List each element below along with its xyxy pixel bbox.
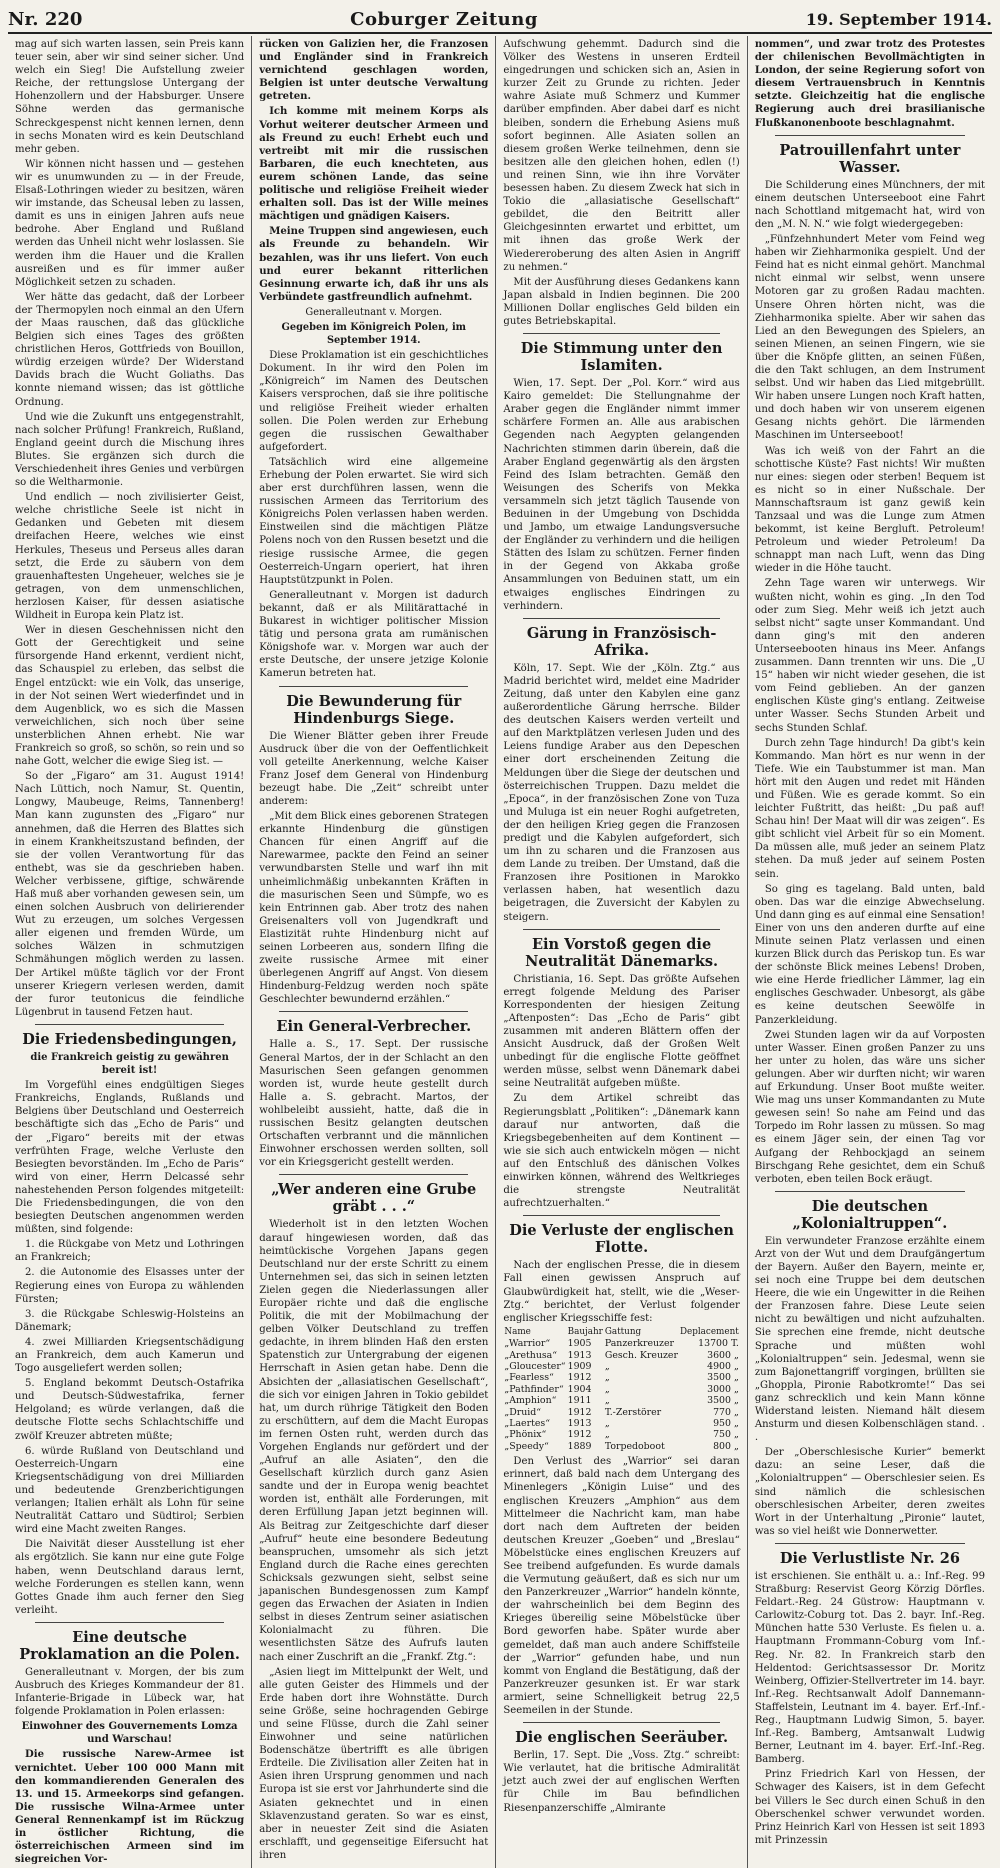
table-cell: „Phönix“ <box>504 1429 547 1441</box>
table-cell: „Amphion“ <box>504 1395 557 1407</box>
paragraph: Zehn Tage waren wir unterwegs. Wir wußten nicht, wohin es ging. „In den Tod oder zum Sieg. Mehr weiß ich jetzt auch selbst nicht“ sagte unser Kommandant. Und dann ging's mit den anderen Unterseebooten hinaus ins Meer. Anfangs zusammen. Dann trennten wir uns. Die „U 15“ haben wir nicht wieder gesehen, die ist vom Feind geblieben. An der ganzen englischen Küste ging's entlang. Zeitweise unter Wasser. Sechs Stunden Arbeit und sechs Stunden Schlaf. <box>754 578 985 734</box>
subheadline: die Frankreich geistig zu gewähren bereit ist! <box>30 1051 229 1077</box>
table-cell: 950 „ <box>713 1418 739 1430</box>
headline-kolonialtruppen: Die deutschen „Kolonialtruppen“. <box>792 1197 948 1232</box>
table-cell: Torpedoboot <box>604 1440 665 1452</box>
divider <box>775 1543 965 1544</box>
paragraph: Zu dem Artikel schreibt das Regierungsblatt „Politiken“: „Dänemark kann darauf nur antworten, daß die Kriegsbegebenheiten auf dem Kontinent — wie sie sich auch entwickeln mögen — nicht auf den Entschluß des dänischen Volkes einwirken können, während des Weltkrieges die strengste Neutralität aufrechtzuerhalten.“ <box>503 1093 740 1210</box>
paragraph: Wiederholt ist in den letzten Wochen darauf hingewiesen worden, daß das heimtückische Vorgehen Japans gegen Deutschland nur der erste Schritt zu einem Unternehmen sei, das sich in seinen letzten Zielen gegen die Niederlassungen aller Europäer richte und daß die englische Politik, die mit der Mobilmachung der gelben Völker Deutschland zu treffen gedachte, in ihrem blinden Haß den ersten Spatenstich zur Untergrabung der eigenen Herrschaft in Asien getan habe. Denn die Absichten der „allasiatischen Gesellschaft“, die sich vor einigen Jahren in Tokio gebildet hat, um durch rührige Tätigkeit den Boden zu erschüttern, auf dem die Macht Europas im fernen Osten ruht, werden durch das Vorgehen Englands nur gefördert und der „Aufruf an alle Asiaten“, den die Gesellschaft kürzlich durch ganz Asien sandte und der in Europa wenig beachtet worden ist, enthält alle Forderungen, mit deren Erfüllung Japan jetzt beginnen will. Als Beitrag zur Zeitgeschichte darf dieser „Aufruf“ heute eine besondere Bedeutung beanspruchen, umsomehr als sich jetzt England durch die Rache eines gerechten Schicksals gezwungen sieht, selbst seine japanischen Bundesgenossen zum Kampf gegen das Erwachen der Asiaten in Indien selbst in dieses Zentrum seiner asiatischen Kolonialmacht zu führen. Die wesentlichsten Sätze des Aufrufs lauten nach einer Zuschrift an die „Frankf. Ztg.“: <box>259 1219 489 1663</box>
paragraph: Ein verwundeter Franzose erzählte einem Arzt von der Wut und dem Draufgängertum der Bayern. Außer den Bayern, meinte er, sei noch eine Truppe bei dem deutschen Heere, die wie ein Ungewitter in die Reihen der Franzosen fahre. Diese Leute seien nicht zu bewältigen und nicht aufzuhalten. Sie sprechen eine fremde, nicht deutsche Sprache und müßten wohl „Kolonialtruppen“ sein. Jedesmal, wenn sie zum Bajonettangriff vorgingen, brüllten sie „Ghoppla, Pironie Rabotkromte!“ Das sei ganz schrecklich und kein Mann könne Widerstand leisten. Niemand hält diesem Ansturm und diesen Kolbenschlägen stand. . . <box>754 1235 985 1444</box>
dateline: Gegeben im Königreich Polen, im September 1914. <box>281 321 467 347</box>
table-row <box>503 1338 739 1349</box>
headline-general-verbrecher: Ein General-Verbrecher. <box>276 1018 472 1036</box>
headline-gaerung: Gärung in Französisch-Afrika. <box>526 624 717 659</box>
table-cell: 3500 „ <box>707 1395 739 1407</box>
issue-number: Nr. 220 <box>8 8 83 30</box>
table-row <box>503 1407 739 1418</box>
divider <box>523 1215 719 1216</box>
table-cell: Gesch. Kreuzer <box>604 1349 678 1361</box>
divider <box>279 1011 468 1012</box>
table-cell: „ <box>604 1395 610 1407</box>
table-cell: „ <box>604 1361 610 1372</box>
paragraph: Wir können nicht hassen und — gestehen wir es unumwunden zu — in der Freude, Elsaß-Lothringen wieder zu besitzen, wären wir imstande, das Scheusal leben zu lassen, damit es uns in einigen Jahren aufs neue bedrohe. Aber England und Rußland werden das Unheil nicht wehr loslassen. Sie werden ihm die Hauer und die Krallen ausreißen und es für immer außer Möglichkeit setzen zu schaden. <box>15 158 245 288</box>
table-cell: 3500 „ <box>707 1372 739 1384</box>
divider <box>523 1722 719 1723</box>
column-header: Baujahr <box>567 1326 603 1337</box>
headline-daenemark: Ein Vorstoß gegen die Neutralität Dänemarks. <box>525 935 719 970</box>
table-cell: 1913 <box>567 1418 592 1430</box>
signature: Generalleutnant v. Morgen. <box>305 306 443 318</box>
paragraph: Den Verlust des „Warrior“ sei daran erinnert, daß bald nach dem Untergang des Minenlegers „Königin Luise“ und des englischen Kreuzers „Amphion“ aus dem Mittelmeer die Nachricht kam, man habe dort nach dem Auftreten der beiden deutschen Kreuzer „Goeben“ und „Breslau“ Möbelstücke eines englischen Kreuzers auf See treibend aufgefunden. Es wurde damals die Vermutung geäußert, daß es sich nur um den Panzerkreuzer „Warrior“ handeln könnte, der wahrscheinlich bei dem Beginn des Krieges übereilig seine Möbelstücke über Bord geworfen habe. Später wurde aber gemeldet, daß man auch andere Schiffsteile der „Warrior“ gefunden habe, und nun kommt von England die Bestätigung, daß der Panzerkreuzer gesunken ist. Er war stark armiert, seine Schnelligkeit betrug 22,5 Seemeilen in der Stunde. <box>503 1456 740 1717</box>
divider <box>523 929 719 930</box>
list-item: 6. würde Rußland von Deutschland und Oesterreich-Ungarn eine Kriegsentschädigung von drei Milliarden und bedeutende Grenzberichtigungen verlangen; Italien erhält als Lohn für seine Neutralität Cattaro und Südtirol; Serbien wird eine Macht zweiten Ranges. <box>15 1445 245 1536</box>
paragraph: Und wie die Zukunft uns entgegenstrahlt, nach solcher Prüfung! Frankreich, Rußland, England geeint durch die Mischung ihres Blutes. Sie ergänzen sich durch die Verschiedenheit ihres Genies und verbürgen so die Weltharmonie. <box>15 411 245 489</box>
headline-verlustliste: Die Verlustliste Nr. 26 <box>779 1549 960 1567</box>
masthead <box>8 6 992 34</box>
headline-friedensbedingungen: Die Friedensbedingungen, <box>22 1030 237 1048</box>
table-cell: Panzerkreuzer <box>604 1338 675 1350</box>
divider <box>279 686 468 687</box>
column-header: Deplacement <box>679 1326 739 1337</box>
table-cell: „Laertes“ <box>504 1418 550 1430</box>
divider <box>279 1174 468 1175</box>
table-cell: „Fearless“ <box>504 1372 554 1384</box>
paragraph: „Fünfzehnhundert Meter vom Feind weg haben wir Ziehharmonika gespielt. Und der Feind hat es nicht einmal gehört. Manchmal nicht einmal wir selbst, wenn unsere Motoren gar zu großen Radau machten. Unsere Ohren hörten nicht, was die Ziehharmonika spielte. Aber wir sahen das Lied an den Bewegungen des Spielers, an seinen Mienen, an seinen Fingern, wie sie über die Knöpfe glitten, an seinen Füßen, die den Takt schlugen, an dem Instrument selbst. Und wir haben das Lied mitgebrüllt. Wir haben unsere Lungen noch Kraft hatten, und doch haben wir von unserem eigenen Gesang nichts gehört. Die lärmenden Maschinen im Unterseeboot! <box>754 234 985 442</box>
divider <box>523 618 719 619</box>
paragraph: Wer in diesen Geschehnissen nicht den Gott der Gerechtigkeit und seine fürsorgende Hand erkennt, verdient nicht, das Schauspiel zu erleben, das selbst die Engel entzückt: wie ein Volk, das unserige, in der Not seinen Wert wiederfindet und in dem Augenblick, wo es sich die Massen verweichlichen, sich noch über seine unsterblichen Ahnen erhebt. Nie war Frankreich so groß, so schön, so rein und so nahe Gott, welcher die ewige Sieg ist. — <box>15 625 245 768</box>
column-header: Gattung <box>604 1326 642 1337</box>
newspaper-title: Coburger Zeitung <box>350 8 538 30</box>
list-item: 1. die Rückgabe von Metz und Lothringen an Frankreich; <box>15 1239 245 1264</box>
paragraph: „Mit dem Blick eines geborenen Strategen erkannte Hindenburg die günstigen Chancen für einen Angriff auf die Narewarmee, packte den Feind an seiner verwundbarsten Stelle und warf ihn mit unheimlichmäßig unbekannten Kräften in die masurischen Seen und Sümpfe, wo es kein Entrinnen gab. Aber trotz des nahen Greisenalters voll von Jugendkraft und Elastizität ruhte Hindenburg nicht auf seinen Lorbeeren aus, sondern Ilfing die zweite russische Armee mit einer überlegenen Angriff auf Angst. Von diesem Hindenburg-Feldzug werden noch späte Geschlechter bewundernd erzählen.“ <box>259 811 489 1006</box>
table-cell: „ <box>604 1429 610 1441</box>
table-row <box>503 1441 739 1452</box>
paragraph: Generalleutnant v. Morgen, der bis zum Ausbruch des Krieges Kommandeur der 81. Infanterie-Brigade in Lübeck war, hat folgende Proklamation in Polen erlassen: <box>15 1666 245 1718</box>
list-item: 4. zwei Milliarden Kriegsentschädigung an Frankreich, dem auch Kamerun und Togo ausgeliefert werden sollen; <box>15 1336 245 1375</box>
paragraph: rücken von Galizien her, die Franzosen und Engländer sind in Frankreich vernichtend geschlagen worden, Belgien ist unter deutsche Verwaltung getreten. <box>259 39 489 103</box>
divider <box>523 333 719 334</box>
paragraph: nommen“, und zwar trotz des Protestes der chilenischen Bevollmächtigten in London, der seine Regierung sofort von diesem Vertrauensbruch in Kenntnis setzte. Gleichzeitig hat die englische Regierung auch drei brasilianische Flußkanonenboote beschlagnahmt. <box>754 39 985 129</box>
list-item: 5. England bekommt Deutsch-Ostafrika und Deutsch-Südwestafrika, ferner Helgoland; es würde verlangen, daß die deutsche Flotte sechs Schlachtschiffe und zwölf Kreuzer abtreten müßte; <box>15 1378 245 1442</box>
table-cell: „ <box>604 1383 610 1395</box>
paragraph: Durch zehn Tage hindurch! Da gibt's kein Kommando. Man hört es nur wenn in der Tiefe. Wie ein Taubstummer ist man. Man hört mit den Augen und redet mit Händen und Füßen. Wie es gerade kommt. So ein leichter Fußtritt, das heißt: „Du paß auf! Schau hin! Der Maat will dir was zeigen“. Es gibt schlicht viel Arbeit für so ein Moment. Da müssen alle, muß jeder an seinem Platz stehen. Da muß jeder auf seinem Posten sein. <box>754 737 985 880</box>
fleet-table-body <box>503 1338 739 1452</box>
paragraph: mag auf sich warten lassen, sein Preis kann teuer sein, aber wir sind seiner sicher. Und welch ein Sieg! Die Aufstellung zweier Reiche, der rettungslose Untergang der Hohenzollern und der Habsburger. Unsere Söhne werden das germanische Schreckgespenst nicht kennen lernen, denn in sechs Monaten wird es kein Deutschland mehr geben. <box>15 39 245 155</box>
table-cell: 800 „ <box>713 1440 739 1452</box>
table-row <box>503 1384 739 1395</box>
paragraph: Was ich weiß von der Fahrt an die schottische Küste? Fast nichts! Wir mußten nur eines: siegen oder sterben! Bequem ist es nicht so in einer Nußschale. Der Mannschaftsraum ist ganz gewiß kein Tanzsaal und was die Lunge zum Atmen bekommt, ist keine Bergluft. Petroleum! Petroleum und wieder Petroleum! Da schnappt man nach Luft, wenn das Ding wieder in die Höhe taucht. <box>754 445 985 575</box>
column-1 <box>8 36 252 1868</box>
headline-proklamation: Eine deutsche Proklamation an die Polen. <box>19 1628 240 1663</box>
table-row <box>503 1350 739 1361</box>
headline-flotte: Die Verluste der englischen Flotte. <box>509 1222 734 1257</box>
paragraph: So der „Figaro“ am 31. August 1914! Nach Lüttich, noch Namur, St. Quentin, Longwy, Maubeuge, Reims, Tannenberg! Man kann zugunsten des „Figaro“ nur annehmen, daß die Herren des Blattes sich in einem Krankheitszustand befinden, der sie der vollen Verantwortung für das enthebt, was sie da geschrieben haben. Welcher verbissene, giftige, schwärende Haß muß aber vorhanden gewesen sein, um einen solchen Ausbruch von delirierender Wut zu erzeugen, um solches Vergessen aller eigenen und fremden Würde, um solches Wälzen in schmutzigen Schmähungen möglich werden zu lassen. Der Artikel müßte täglich vor der Front unserer Kriegern verlesen werden, damit der furor teutonicus die feindliche Lügenbrut in tausend Fetzen haut. <box>15 771 245 1018</box>
paragraph: Ich komme mit meinem Korps als Vorhut weiterer deutscher Armeen und als Freund zu euch! Erhebt euch und vertreibt mit mir die russischen Barbaren, die euch knechteten, aus eurem schönen Lande, das seine politische und religiöse Freiheit wieder erhalten soll. Das ist der Wille meines mächtigen und gnädigen Kaisers. <box>259 106 489 223</box>
headline-islamiten: Die Stimmung unter den Islamiten. <box>520 340 723 375</box>
table-cell: 1909 <box>567 1361 592 1372</box>
paragraph: Und endlich — noch zivilisierter Geist, welche christliche Seele ist nicht in Gedanken und Gebeten mit diesem dreifachen Heere, welches wie einst Herkules, Theseus und Perseus alles daran setzt, die Erde zu säubern von dem grauenhaftesten Ungeheuer, welches sie je getragen, von dem unmenschlichen, herzlosen Kaiser, für dessen asiatische Wildheit in Europa kein Platz ist. <box>15 492 245 622</box>
fleet-table <box>503 1327 739 1452</box>
table-cell: „Speedy“ <box>504 1440 549 1452</box>
paragraph: Prinz Friedrich Karl von Hessen, der Schwager des Kaisers, ist in dem Gefecht bei Villers le Sec durch einen Schuß in den Oberschenkel schwer verwundet worden. Prinz Heinrich Karl von Hessen ist seit 1893 mit Prinzessin <box>754 1769 985 1846</box>
paragraph: Im Vorgefühl eines endgültigen Sieges Frankreichs, Englands, Rußlands und Belgiens über Deutschland und Oesterreich beschäftigte sich das „Echo de Paris“ und der „Figaro“ bereits mit der etwas verfrühten Frage, welche Verluste den Besiegten bevorständen. Im „Echo de Paris“ wird von einer, Herrn Delcassé sehr nahestehenden Person folgendes mitgeteilt: Die Friedensbedingungen, die von den besiegten Deutschen angenommen werden müßten, sind folgende: <box>15 1080 245 1236</box>
paragraph: Wien, 17. Sept. Der „Pol. Korr.“ wird aus Kairo gemeldet: Die Stellungnahme der Araber gegen die Engländer nimmt immer schärfere Formen an. Alle aus arabischen Gegenden nach Aegypten gelangenden Nachrichten stimmen darin überein, daß die Araber England gegenwärtig als den ärgsten Feind des Islam betrachten. Gemäß den Weisungen des Scherifs von Mekka versammeln sich jetzt täglich Tausende von Beduinen in der Umgebung von Dschidda und Jambo, um etwaige Landungsversuche der Engländer zu verhindern und die heiligen Stätten des Islam zu schützen. Ferner finden in der Gegend von Akkaba große Ansammlungen von Beduinen statt, um ein etwaiges englisches Eindringen zu verhindern. <box>503 378 740 612</box>
table-header-row <box>503 1327 739 1338</box>
paragraph: „Asien liegt im Mittelpunkt der Welt, und alle guten Geister des Himmels und der Erde haben dort ihre Wohnstätte. Durch seine Größe, seine hochragenden Gebirge und seine Flüsse, durch die Zahl seiner Einwohner und seine natürlichen Bodenschätze übertrifft es alle übrigen Erdteile. Die Zivilisation aller Zeiten hat in Asien ihren Ursprung genommen und nach Europa ist sie erst vor Jahrhunderte sind die Asiaten geknechtet und in einen Sklavenzustand geraten. So war es einst, aber in neuester Zeit sind die Asiaten erschlafft, und gegenseitige Eifersucht hat ihren <box>259 1666 489 1861</box>
column-header: Name <box>504 1326 531 1337</box>
table-row <box>503 1372 739 1383</box>
table-cell: 1904 <box>567 1383 592 1395</box>
table-cell: „ <box>604 1372 610 1384</box>
table-cell: 770 „ <box>713 1406 739 1418</box>
table-cell: 1913 <box>567 1349 592 1361</box>
paragraph: Mit der Ausführung dieses Gedankens kann Japan alsbald in Indien beginnen. Die 200 Millionen Dollar englisches Geld bilden ein gutes Betriebskapital. <box>503 276 740 327</box>
paragraph: So ging es tagelang. Bald unten, bald oben. Das war die einzige Abwechselung. Und dann ging es auf einmal eine Sensation! Einer von uns den anderen durfte auf eine Minute seinen Platz verlassen und einen kurzen Blick durch das Periskop tun. Es war der schönste Blick meines Lebens! Droben, wie eine Herde friedlicher Lämmer, lag ein englisches Geschwader. Unbesorgt, als gäbe es keine deutschen Seewölfe in Panzerkleidung. <box>754 883 985 1026</box>
headline-patrouillenfahrt: Patrouillenfahrt unter Wasser. <box>779 141 961 176</box>
table-cell: 1911 <box>567 1395 592 1407</box>
headline-seeraeuber: Die englischen Seeräuber. <box>515 1729 729 1747</box>
table-cell: 13700 T. <box>698 1338 739 1350</box>
divider <box>35 1024 224 1025</box>
paragraph: Berlin, 17. Sept. Die „Voss. Ztg.“ schreibt: Wie verlautet, hat die britische Admiralität jetzt auch zwei der auf englischen Werften für Chile im Bau befindlichen Riesenpanzerschiffe „Almirante <box>503 1750 740 1814</box>
paragraph: Diese Proklamation ist ein geschichtliches Dokument. In ihr wird den Polen im „Königreich“ im Namen des Deutschen Kaisers versprochen, daß sie ihre politische und religiöse Freiheit wieder erhalten sollen. Die Polen werden zur Erhebung gegen die russischen Gewalthaber aufgefordert. <box>259 350 489 453</box>
table-cell: „Pathfinder“ <box>504 1383 564 1395</box>
table-cell: 1905 <box>567 1338 592 1350</box>
table-cell: „Gloucester“ <box>504 1361 566 1372</box>
table-cell: 1889 <box>567 1440 592 1452</box>
table-cell: 1912 <box>567 1372 592 1384</box>
divider <box>775 1191 965 1192</box>
table-row <box>503 1429 739 1440</box>
table-cell: 1912 <box>567 1429 592 1441</box>
table-cell: „Arethusa“ <box>504 1349 558 1361</box>
paragraph: Meine Truppen sind angewiesen, euch als Freunde zu behandeln. Wir bezahlen, was ihr uns liefert. Von euch und eurer bekannt ritterlichen Gesinnung erwarte ich, daß ihr uns als Verbündete gastfreundlich aufnehmt. <box>259 226 489 303</box>
table-cell: 1912 <box>567 1406 592 1418</box>
table-cell: 4900 „ <box>707 1361 739 1372</box>
paragraph: Die russische Narew-Armee ist vernichtet. Ueber 100 000 Mann mit den kommandierenden Generalen des 13. und 15. Armeekorps sind gefangen. Die russische Wilna-Armee unter General Rennenkampf ist im Rückzug in östlicher Richtung, die österreichischen Armeen sind im siegreichen Vor- <box>15 1749 245 1866</box>
column-2 <box>252 36 496 1868</box>
table-cell: 750 „ <box>713 1429 739 1441</box>
paragraph: Christiania, 16. Sept. Das größte Aufsehen erregt folgende Meldung des Pariser Korrespondenten der hiesigen Zeitung „Aftenposten“: Das „Echo de Paris“ gibt zusammen mit anderen Blättern offen der Ansicht Ausdruck, daß der Großen Welt unbedingt für die englische Flotte geöffnet werden müsse, selbst wenn Dänemark dabei seine Neutralität aufgeben müßte. <box>503 973 740 1090</box>
table-row <box>503 1361 739 1372</box>
headline-grube: „Wer anderen eine Grube gräbt . . .“ <box>271 1181 477 1216</box>
paragraph: Wer hätte das gedacht, daß der Lorbeer der Thermopylen noch einmal an den Ufern der Maas rauschen, daß das glückliche Belgien sich eines Tages des größten christlichen Heros, Gottfrieds von Bouillon, würdig erzeigen würde? Der Widerstand Davids brach die Wucht Goliaths. Das konnte niemand wissen; das ist göttliche Ordnung. <box>15 291 245 408</box>
table-row <box>503 1395 739 1406</box>
issue-date: 19. September 1914. <box>805 9 992 29</box>
paragraph: Einwohner des Gouvernements Lomza und Warschau! <box>21 1721 238 1746</box>
column-3 <box>496 36 747 1868</box>
paragraph: Zwei Stunden lagen wir da auf Vorposten unter Wasser. Einen großen Panzer zu uns her unter zu holen, das wäre uns sicher gelungen. Aber wir durften nicht; wir waren auf Erkundung. Unser Boot mußte weiter. Wie mag uns unser Kommandanten zu Mute gewesen sein! So nahe am Feind und das Torpedo im Rohr lassen zu müssen. So mag es einem Jäger sein, der einen Tag vor Aufgang der Rehbockjagd an seinem Birschgang Rehe gesichtet, dem ein Schuß verboten, eben teilen Bock eräugt. <box>754 1029 985 1185</box>
headline-hindenburg: Die Bewunderung für Hindenburgs Siege. <box>286 692 462 727</box>
table-cell: „Druid“ <box>504 1406 542 1418</box>
paragraph: ist erschienen. Sie enthält u. a.: Inf.-Reg. 99 Straßburg: Reservist Georg Körzig Dörfles. Feldart.-Reg. 24 Güstrow: Hauptmann v. Carlowitz-Coburg tot. Das 2. bayr. Inf.-Reg. München hatte 530 Verluste. Es fielen u. a. Hauptmann Frommann-Coburg vom Inf.-Reg. Nr. 82. In Frankreich starb den Heldentod: Gerichtsassessor Dr. Moritz Weinberg, Offizier-Stellvertreter im 14. bayr. Inf.-Reg. Rechtsanwalt Adolf Dannemann-Staffelstein, Leutnant im 4. bayer. Erf.-Inf.-Reg., Hauptmann Ludwig Simon, 5. bayer. Inf.-Reg. Bamberg, Amtsanwalt Ludwig Berner, Leutnant im 4. bayer. Erf.-Inf.-Reg. Bamberg. <box>754 1570 985 1766</box>
table-cell: „Warrior“ <box>504 1338 551 1350</box>
list-item: 3. die Rückgabe Schleswig-Holsteins an Dänemark; <box>15 1308 245 1333</box>
table-cell: 3600 „ <box>707 1349 739 1361</box>
columns <box>8 36 992 1866</box>
paragraph: Tatsächlich wird eine allgemeine Erhebung der Polen erwartet. Sie wird sich aber erst durchführen lassen, wenn die russischen Armeen das Territorium des Königreichs Polen verlassen haben werden. Einstweilen sind die mächtigen Plätze Polens noch von den Russen besetzt und die riesige russische Armee, die gegen Oesterreich-Ungarn operiert, hat ihren Hauptstützpunkt in Polen. <box>259 456 489 586</box>
divider <box>35 1622 224 1623</box>
table-cell: 3000 „ <box>707 1383 739 1395</box>
paragraph: Die Schilderung eines Münchners, der mit einem deutschen Unterseeboot eine Fahrt nach Schottland mitgemacht hat, wird von den „M. N. N.“ wie folgt wiedergegeben: <box>754 179 985 230</box>
paragraph: Köln, 17. Sept. Wie der „Köln. Ztg.“ aus Madrid berichtet wird, meldet eine Madrider Zeitung, daß unter den Kabylen eine ganz außerordentliche Gärung herrsche. Bilder des deutschen Kaisers werden verteilt und auf den Marktplätzen verlesen Juden und des Leiens fundige Araber aus den Depeschen einer dort erscheinenden Zeitung die Meldungen über die Siege der deutschen und österreichischen Truppen. Dazu meldet die „Epoca“, in der französischen Zone von Tuza und Muluga ist ein neuer Roghi aufgetreten, der den heiligen Krieg gegen die Franzosen predigt und die Kabylen aufgefordert, sich um ihn zu scharen und die Franzosen aus dem Lande zu treiben. Der Umstand, daß die Franzosen ihre Positionen in Marokko verlassen haben, hat wesentlich dazu beigetragen, die Zuversicht der Kabylen zu steigern. <box>503 662 740 923</box>
paragraph: Der „Oberschlesische Kurier“ bemerkt dazu: an seine Leser, daß die „Kolonialtruppen“ — Oberschlesier seien. Es sind nämlich die schlesischen oberschlesischen Arbeiter, deren zweites Wort in der Unterhaltung „Pironie“ lautet, was so viel heißt wie Donnerwetter. <box>754 1447 985 1537</box>
table-row <box>503 1418 739 1429</box>
table-cell: „ <box>604 1418 610 1430</box>
divider <box>775 135 965 136</box>
paragraph: Nach der englischen Presse, die in diesem Fall einen gewissen Anspruch auf Glaubwürdigkeit hat, stellt, wie die „Weser-Ztg.“ berichtet, der Verlust folgender englischer Kriegsschiffe fest: <box>503 1260 740 1324</box>
paragraph: Die Wiener Blätter geben ihrer Freude Ausdruck über die von der Oeffentlichkeit voll geteilte Anerkennung, welche Kaiser Franz Josef dem General von Hindenburg bezeugt habe. Die „Zeit“ schreibt unter anderem: <box>259 730 489 807</box>
paragraph: Halle a. S., 17. Sept. Der russische General Martos, der in der Schlacht an den Masurischen Seen gefangen genommen worden ist, wurde heute gestellt durch Halle a. S. gebracht. Martos, der wohlbeleibt aussieht, hatte, daß die in russischen Besitz gelangten deutschen Ortschaften verbrannt und die männlichen Einwohner erschossen werden sollten, soll vor ein Kriegsgericht gestellt werden. <box>259 1039 489 1169</box>
paragraph: Die Naivität dieser Ausstellung ist eher als ergötzlich. Sie kann nur eine gute Folge haben, wenn Deutschland daraus lernt, welche Forderungen es stellen kann, wenn Gottes Gnade ihm auch ferner den Sieg verleiht. <box>15 1539 245 1616</box>
list-item: 2. die Autonomie des Elsasses unter der Regierung eines von Europa zu wählenden Fürsten; <box>15 1267 245 1305</box>
paragraph: Aufschwung gehemmt. Dadurch sind die Völker des Westens in unseren Erdteil eingedrungen und schicken sich an, Asien in kurzer Zeit zu Grunde zu richten. Jeder wahre Asiate muß Schmerz und Kummer darüber empfinden. Aber dabei darf es nicht bleiben, sondern die Erhebung Asiens muß sofort beginnen. Alle Asiaten sollen an diesem großen Werke teilnehmen, denn sie besitzen alle den gleichen hohen, edlen (!) und reinen Sinn, wie ihn ihre Vorväter besessen haben. Zu diesem Zweck hat sich in Tokio die „allasiatische Gesellschaft“ gebildet, die den Beitritt aller Gleichgesinnten erwartet und erbittet, um mit ihnen das große Werk der Wiedereroberung des alten Asien in Angriff zu nehmen.“ <box>503 39 740 273</box>
table-cell: T.-Zerstörer <box>604 1406 662 1418</box>
paragraph: Generalleutnant v. Morgen ist dadurch bekannt, daß er als Militärattaché in Bukarest in wichtiger politischer Mission tätig und persona grata am rumänischen Königshofe war. v. Morgen war auch der erste Deutsche, der unsere jetzige Kolonie Kamerun betreten hat. <box>259 589 489 680</box>
column-4 <box>748 36 992 1868</box>
